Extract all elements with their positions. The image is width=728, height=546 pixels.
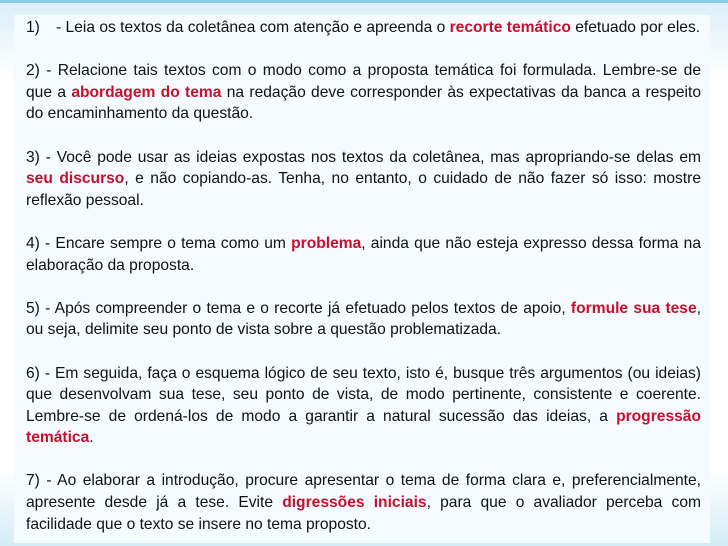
guideline-item-7 xyxy=(26,470,701,535)
guideline-item-2 xyxy=(26,60,701,125)
text-run: 3) - Você pode usar as ideias expostas nos textos da coletânea, mas apropriando-se delas em xyxy=(26,148,701,166)
text-run: , ou seja, delimite seu ponto de vista sobre a questão problematizada. xyxy=(26,299,701,339)
guideline-item-6 xyxy=(26,363,701,449)
text-run: 2) - Relacione tais textos com o modo como a proposta temática foi formulada. Lembre-se de que a xyxy=(26,62,701,101)
text-run: efetuado por eles. xyxy=(570,19,701,36)
highlight-seu-discurso: seu discurso xyxy=(26,170,125,188)
text-run: 5) - Após compreender o tema e o recorte já efetuado pelos textos de apoio, xyxy=(26,299,571,317)
text-run: , para que o avaliador perceba com facilidade que o texto se insere no tema proposto. xyxy=(26,494,701,533)
guideline-item-3 xyxy=(26,147,701,212)
text-run: na redação deve corresponder às expectativas da banca a respeito do encaminhamento da questão. xyxy=(26,83,702,123)
text-run: - Leia os textos da coletânea com atenção e apreenda o xyxy=(56,19,450,36)
slide-top-accent xyxy=(0,0,728,3)
text-run: 6) - Em seguida, faça o esquema lógico de seu texto, isto é, busque três argumentos (ou ideias) que desenvolvam sua tese, seu ponto de vista, de modo pertinente, consistente e coerente. Lembre-se de ordená-los de modo a garantir a natural sucessão das ideias, a xyxy=(26,364,701,425)
text-run: , ainda que não esteja expresso dessa forma na elaboração da proposta. xyxy=(26,234,701,274)
highlight-abordagem-do-tema: abordagem do tema xyxy=(71,83,222,101)
guideline-item-1 xyxy=(26,17,701,39)
text-run: . xyxy=(89,429,94,447)
highlight-problema: problema xyxy=(291,234,362,252)
guideline-item-1-number: 1) xyxy=(26,19,40,36)
highlight-formule-sua-tese: formule sua tese xyxy=(570,299,697,317)
highlight-digressoes-iniciais: digressões iniciais xyxy=(282,494,427,512)
text-run: 7) - Ao elaborar a introdução, procure apresentar o tema de forma clara e, preferencialmente, apresente desde já a tese. Evite xyxy=(26,472,701,512)
guidelines-text-box xyxy=(14,15,710,543)
guideline-item-1-body xyxy=(56,17,701,39)
highlight-recorte-tematico: recorte temático xyxy=(449,19,571,36)
text-run: , e não copiando-as. Tenha, no entanto, o cuidado de não fazer só isso: mostre reflexão pessoal. xyxy=(26,170,701,209)
highlight-progressao-tematica: progressão temática xyxy=(26,407,701,447)
text-run: 4) - Encare sempre o tema como um xyxy=(26,234,292,252)
guideline-item-4 xyxy=(26,233,701,276)
guideline-item-5 xyxy=(26,298,701,341)
